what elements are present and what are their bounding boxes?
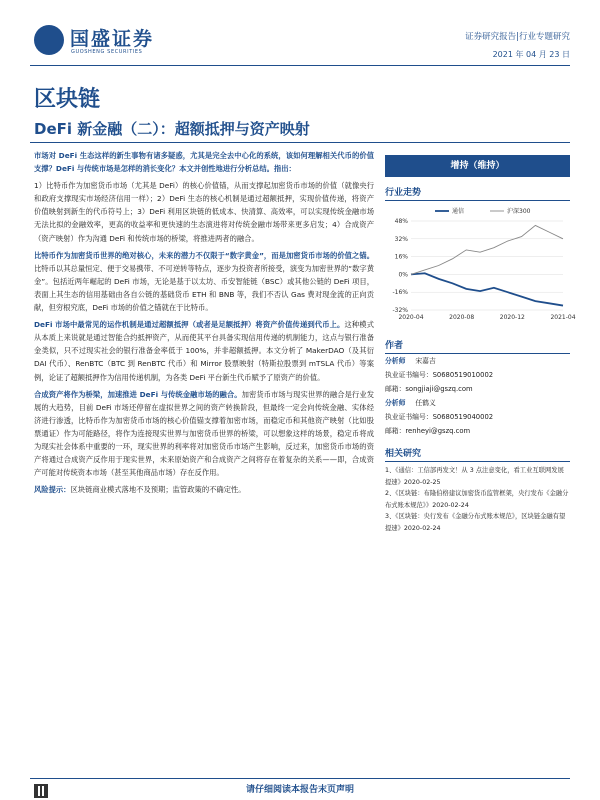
- series-line: [411, 273, 563, 305]
- analyst-email[interactable]: renheyi@gszq.com: [405, 427, 471, 435]
- related-item[interactable]: 3、《区块链：央行发布《金融分布式账本规范》，区块链金融有望提速》2020-02-24: [385, 513, 566, 532]
- report-type: 证券研究报告|行业专题研究: [465, 32, 570, 42]
- risk-warning: 风险提示：区块链商业模式落地不及预期；监管政策的不确定性。: [34, 485, 246, 495]
- company-logo: [34, 22, 174, 62]
- footer-disclaimer: 请仔细阅读本报告末页声明: [245, 785, 354, 795]
- related-list: [385, 465, 570, 534]
- analyst-cert: S0680519010002: [432, 371, 494, 379]
- y-tick-label: 0%: [398, 271, 408, 279]
- trend-chart: [385, 205, 576, 330]
- logo-name-en: GUOSHENG SECURITIES: [71, 49, 143, 55]
- x-tick-label: 2021-04: [550, 314, 576, 321]
- x-tick-label: 2020-12: [499, 314, 525, 321]
- related-section-title: 相关研究: [385, 446, 570, 462]
- trend-chart-svg: [385, 205, 576, 330]
- analyst-cert: S0680519040002: [432, 413, 494, 421]
- title-divider: [30, 142, 570, 143]
- summary-paragraph: 市场对 DeFi 生态这样的新生事物有诸多疑惑，尤其是完全去中心化的系统，该如何理解相关代币的价值支撑？DeFi 与传统市场是怎样的消长变化？本文并创性地进行分析总结。指出：: [34, 151, 374, 174]
- rating-badge: 增持（维持）: [385, 155, 570, 177]
- analyst-2: 分析师 任鹤义 执业证书编号：S0680519040002 邮箱：renheyi@gszq.com: [385, 399, 494, 435]
- analyst-role: 分析师: [385, 357, 406, 365]
- report-title: DeFi 新金融（二）：超额抵押与资产映射: [34, 120, 310, 138]
- analyst-email[interactable]: songjiaji@gszq.com: [405, 385, 473, 393]
- logo-emblem-icon: [34, 25, 64, 55]
- related-item[interactable]: 1、《通信：工信部再发文！从 3 点注意变化，看工业互联网发展提速》2020-02-25: [385, 467, 564, 486]
- footer-divider: [30, 778, 570, 779]
- analysts-section-title: 作者: [385, 338, 570, 354]
- analyst-name: 任鹤义: [415, 399, 436, 407]
- x-tick-label: 2020-04: [398, 314, 424, 321]
- x-tick-label: 2020-08: [449, 314, 475, 321]
- y-tick-label: -16%: [392, 289, 408, 297]
- synthetic-assets-paragraph: 合成资产将作为桥梁，加速推进 DeFi 与传统金融市场的融合。加密货币市场与现实世界的融合是行业发展的大趋势，目前 DeFi 市场还停留在虚拟世界之间的资产转换阶段，但最终一定会向传统金融、实体经济进行渗透，比特币作为加密货币市场的核心价值锚支撑着加密市场，而稳定币和其他资产映射（比如股票通证）作为可能路径，将作为连接现实世界与加密货币世界的桥梁，可以想象这样的场景，稳定币将成为现实社会体系中重要的一环，现实世界的利率将对加密货币市场产生影响，反过来，加密货币市场的资产将通过合成资产反作用于现实世界，未来原始资产和合成资产之间将存在着复杂的关系——即，合成资产可能对传统资本市场（甚至其他商品市场）存在反作用。: [34, 389, 374, 478]
- series-line: [411, 225, 563, 274]
- legend-label: 通信: [452, 208, 465, 215]
- analyst-name: 宋嘉吉: [415, 357, 436, 365]
- collateral-paragraph: DeFi 市场中最常见的运作机制是通过超额抵押（或者是足额抵押）将资产价值传递到代币上。这种模式从本质上来说就是通过智能合约抵押资产，从而使其平台具备实现信用传递的机制能力，这点与银行准备金类似，只不过现实社会的银行准备金率低于 100%，并非超额抵押。本文分析了 MakerDAO（及其衍 DAI 代币）、RenBTC（BTC 到 RenBTC 代币）和 Mirror 股票映射（特斯拉股票到 mTSLA 代币）等案例，论证了超额抵押作为信用传递机制，为各类 DeFi 平台新生代币赋予了原资产的价值。: [34, 320, 375, 382]
- logo-name-cn: 国盛证券: [70, 28, 155, 50]
- bitcoin-paragraph: 比特币作为加密货币世界的绝对核心，未来的潜力不仅限于“数字黄金”，而是加密货币市场的价值之锚。比特币以其总量恒定、便于交易携带、不可逆转等特点，逐步为投资者所接受，演变为加密世界的“数字黄金”。包括近两年崛起的 DeFi 市场，无论是基于以太坊、币安智能链（BSC）或其他公链的 DeFi 项目，表面上其生态的信用基础由各自公链的基础货币 ETH 和 BNB 等，我们不否认 Gas 费对现金流的正向贡献，但穷根究底，DeFi 市场的价值之锚就在于比特币。: [34, 250, 374, 313]
- related-item[interactable]: 2、《区块链：布隆伯格建议加密货币监管框架，央行发布《金融分布式账本规范》》2020-02-24: [385, 490, 569, 509]
- y-tick-label: -32%: [392, 307, 408, 314]
- analyst-1: 分析师 宋嘉吉 执业证书编号：S0680519010002 邮箱：songjiaji@gszq.com: [385, 357, 494, 393]
- y-tick-label: 32%: [394, 235, 408, 243]
- analyst-role: 分析师: [385, 399, 406, 407]
- main-body: [34, 149, 374, 500]
- trend-section-title: 行业走势: [385, 185, 570, 201]
- report-date: 2021 年 04 月 23 日: [492, 50, 570, 59]
- y-tick-label: 16%: [394, 253, 408, 261]
- sidebar: [385, 155, 576, 534]
- header-divider: [30, 65, 570, 66]
- y-tick-label: 48%: [394, 218, 408, 225]
- summary-points: 1）比特币作为加密货币市场（尤其是 DeFi）的核心价值锚，从而支撑起加密货币市场的价值（就像央行和政府支撑现实市场经济信用一样）；2）DeFi 生态的核心机制是通过超额抵押，实现价值传递，将资产价值映射到新生的代币符号上；3）DeFi 利用区块链的低成本、快清算、高效率，可以实现传统金融市场无法比拟的金融效率，更高的收益率和更快速的生态演进将对传统金融市场带来更多启发；4）合成资产（资产映射）作为沟通 DeFi 和传统市场的桥梁，将推进两者的融合。: [34, 181, 374, 243]
- industry-title: 区块链: [34, 87, 101, 112]
- legend-label: 沪深300: [507, 208, 531, 215]
